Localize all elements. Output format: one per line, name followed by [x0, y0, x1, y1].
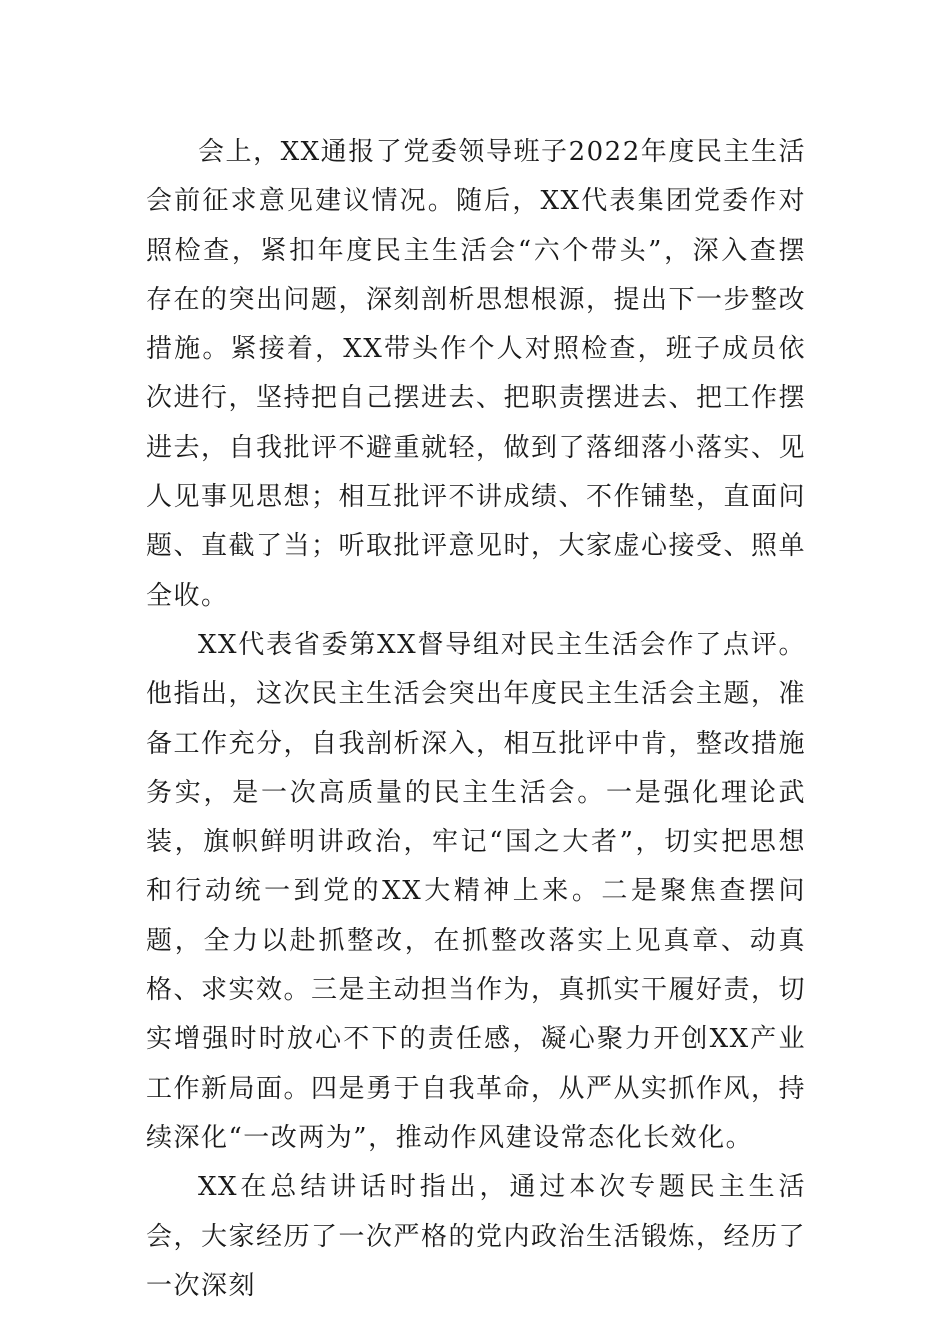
paragraph-summary-speech: XX在总结讲话时指出，通过本次专题民主生活会，大家经历了一次严格的党内政治生活锻炼，经历了一次深刻 — [146, 1172, 807, 1301]
paragraph-meeting-process: 会上，XX通报了党委领导班子2022年度民主生活会前征求意见建议情况。随后，XX代表集团党委作对照检查，紧扣年度民主生活会“六个带头”，深入查摆存在的突出问题，深刻剖析思想根源，提出下一步整改措施。紧接着，XX带头作个人对照检查，班子成员依次进行，坚持把自己摆进去、把职责摆进去、把工作摆进去，自我批评不避重就轻，做到了落细落小落实、见人见事见思想；相互批评不讲成绩、不作铺垫，直面问题、直截了当；听取批评意见时，大家虚心接受、照单全收。 — [146, 137, 807, 611]
paragraph-supervisor-comments: XX代表省委第XX督导组对民主生活会作了点评。他指出，这次民主生活会突出年度民主生活会主题，准备工作充分，自我剖析深入，相互批评中肯，整改措施务实，是一次高质量的民主生活会。一是强化理论武装，旗帜鲜明讲政治，牢记“国之大者”，切实把思想和行动统一到党的XX大精神上来。二是聚焦查摆问题，全力以赴抓整改，在抓整改落实上见真章、动真格、求实效。三是主动担当作为，真抓实干履好责，切实增强时时放心不下的责任感，凝心聚力开创XX产业工作新局面。四是勇于自我革命，从严从实抓作风，持续深化“一改两为”，推动作风建设常态化长效化。 — [146, 629, 807, 1153]
document-body — [146, 128, 806, 1311]
